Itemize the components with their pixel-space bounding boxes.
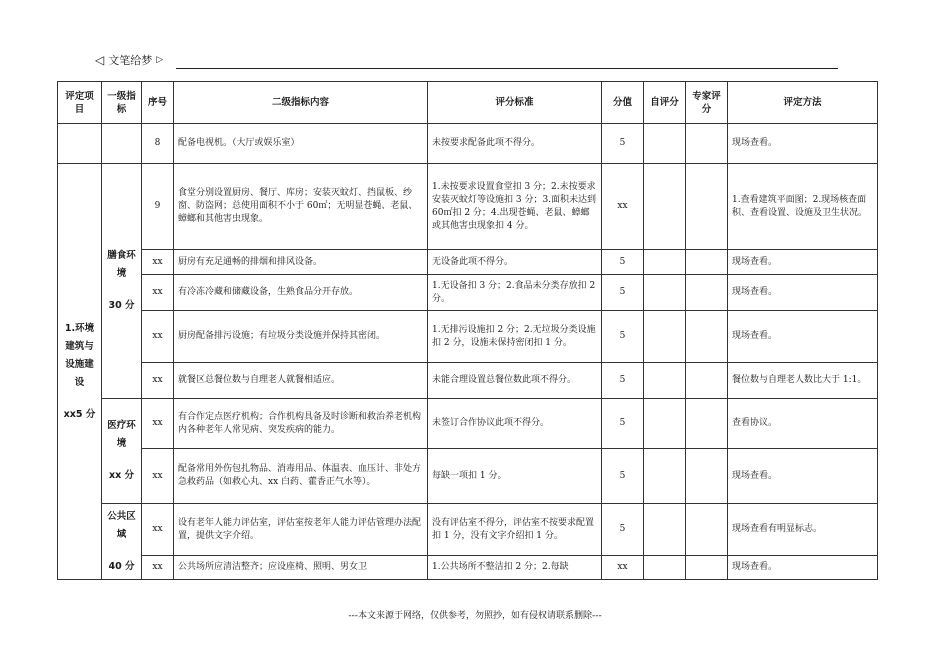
group-score: 40 分 [108, 560, 135, 572]
row-number: xx [142, 449, 174, 504]
group-name: 公共区域 [107, 510, 136, 540]
table-row [58, 250, 878, 275]
row-criteria: 1.公共场所不整洁扣 2 分；2.每缺 [428, 556, 602, 580]
self-score-cell [644, 556, 686, 580]
row-score: 5 [602, 449, 644, 504]
row-criteria: 未签订合作协议此项不得分。 [428, 399, 602, 449]
row-number: 8 [142, 124, 174, 164]
row-content: 配备电视机。（大厅或娱乐室） [174, 124, 428, 164]
row-method: 现场查看。 [728, 124, 878, 164]
row-method: 现场查看。 [728, 250, 878, 275]
triangle-right-icon: ▷ [156, 55, 164, 65]
expert-score-cell [686, 449, 728, 504]
row-method: 现场查看。 [728, 275, 878, 311]
group-cell [102, 399, 142, 504]
table-row [58, 164, 878, 250]
row-method: 现场查看有明显标志。 [728, 504, 878, 556]
row-criteria: 未按要求配备此项不得分。 [428, 124, 602, 164]
row-criteria: 未能合理设置总餐位数此项不得分。 [428, 363, 602, 399]
col-header: 二级指标内容 [174, 82, 428, 124]
table-row [58, 556, 878, 580]
row-score: 5 [602, 275, 644, 311]
section-name: 1.环境建筑与设施建设 [64, 322, 95, 388]
expert-score-cell [686, 124, 728, 164]
header-row [58, 82, 878, 124]
row-score: 5 [602, 124, 644, 164]
row-criteria: 每缺一项扣 1 分。 [428, 449, 602, 504]
expert-score-cell [686, 399, 728, 449]
table-row [58, 311, 878, 363]
expert-score-cell [686, 556, 728, 580]
row-number: xx [142, 250, 174, 275]
self-score-cell [644, 250, 686, 275]
row-criteria: 1.未按要求设置食堂扣 3 分；2.未按要求安装灭蚊灯等设施扣 3 分；3.面积未达到 60㎡扣 2 分；4.出现苍蝇、老鼠、蟑螂或其他害虫现象扣 4 分。 [428, 164, 602, 250]
row-score: xx [602, 164, 644, 250]
self-score-cell [644, 504, 686, 556]
expert-score-cell [686, 275, 728, 311]
header-rule [176, 68, 838, 69]
row-content: 食堂分别设置厨房、餐厅、库房；安装灭蚊灯、挡鼠板、纱窗、防盗网；总使用面积不小于 60㎡；无明显苍蝇、老鼠、蟑螂和其他害虫现象。 [174, 164, 428, 250]
table-row [58, 363, 878, 399]
row-method: 现场查看。 [728, 311, 878, 363]
row-content: 有合作定点医疗机构；合作机构具备及时诊断和救治养老机构内各种老年人常见病、突发疾病的能力。 [174, 399, 428, 449]
expert-score-cell [686, 250, 728, 275]
table-row [58, 449, 878, 504]
row-method: 1.查看建筑平面图；2.现场核查面积、查看设置、设施及卫生状况。 [728, 164, 878, 250]
row-score: 5 [602, 311, 644, 363]
row-criteria: 无设备此项不得分。 [428, 250, 602, 275]
triangle-left-icon: ◁ [95, 53, 105, 67]
row-content: 就餐区总餐位数与自理老人就餐相适应。 [174, 363, 428, 399]
row-number: xx [142, 504, 174, 556]
group-score: xx 分 [108, 470, 135, 481]
row-score: 5 [602, 504, 644, 556]
row-number: xx [142, 363, 174, 399]
row-score: 5 [602, 399, 644, 449]
row-score: 5 [602, 250, 644, 275]
col-header: 分值 [602, 82, 644, 124]
group-name: 膳食环境 [107, 250, 136, 279]
self-score-cell [644, 311, 686, 363]
row-method: 现场查看。 [728, 556, 878, 580]
row-criteria: 1.无排污设施扣 2 分；2.无垃圾分类设施扣 2 分，设施未保持密闭扣 1 分。 [428, 311, 602, 363]
table-row [58, 124, 878, 164]
row-content: 配备常用外伤包扎物品、消毒用品、体温表、血压计、非处方急救药品（如救心丸、xx 白药、藿香正气水等）。 [174, 449, 428, 504]
table-row [58, 504, 878, 556]
section-cell [58, 164, 102, 580]
col-header: 专家评分 [686, 82, 728, 124]
expert-score-cell [686, 504, 728, 556]
row-criteria: 没有评估室不得分，评估室不按要求配置扣 1 分，没有文字介绍扣 1 分。 [428, 504, 602, 556]
expert-score-cell [686, 164, 728, 250]
footer-disclaimer: ---本文来源于网络，仅供参考，勿照抄，如有侵权请联系删除--- [348, 611, 602, 621]
self-score-cell [644, 363, 686, 399]
row-number: xx [142, 311, 174, 363]
row-number: xx [142, 399, 174, 449]
section-score: xx5 分 [63, 408, 96, 420]
header-title: 文笔给梦 [108, 54, 153, 67]
table-row [58, 399, 878, 449]
col-header: 评分标准 [428, 82, 602, 124]
row-method: 查看协议。 [728, 399, 878, 449]
row-score: xx [602, 556, 644, 580]
table-row [58, 275, 878, 311]
row-criteria: 1.无设备扣 3 分；2.食品未分类存放扣 2 分。 [428, 275, 602, 311]
row-content: 设有老年人能力评估室，评估室按老年人能力评估管理办法配置，提供文字介绍。 [174, 504, 428, 556]
group-score: 30 分 [108, 300, 135, 311]
row-content: 厨房有充足通畅的排烟和排风设备。 [174, 250, 428, 275]
col-header: 序号 [142, 82, 174, 124]
self-score-cell [644, 449, 686, 504]
row-number: 9 [142, 164, 174, 250]
self-score-cell [644, 124, 686, 164]
document-header [95, 52, 163, 68]
row-content: 厨房配备排污设施；有垃圾分类设施并保持其密闭。 [174, 311, 428, 363]
row-number: xx [142, 275, 174, 311]
col-header: 评定项目 [58, 82, 102, 124]
group-cell [102, 504, 142, 580]
row-method: 现场查看。 [728, 449, 878, 504]
empty-cell [58, 124, 102, 164]
row-score: 5 [602, 363, 644, 399]
col-header: 评定方法 [728, 82, 878, 124]
row-number: xx [142, 556, 174, 580]
row-content: 有冷冻冷藏和储藏设备，生熟食品分开存放。 [174, 275, 428, 311]
group-cell [102, 164, 142, 399]
expert-score-cell [686, 363, 728, 399]
expert-score-cell [686, 311, 728, 363]
col-header: 自评分 [644, 82, 686, 124]
evaluation-table [57, 81, 878, 580]
row-content: 公共场所应清洁整齐；应设座椅、照明、男女卫 [174, 556, 428, 580]
empty-cell [102, 124, 142, 164]
self-score-cell [644, 399, 686, 449]
self-score-cell [644, 275, 686, 311]
row-method: 餐位数与自理老人数比大于 1:1。 [728, 363, 878, 399]
group-name: 医疗环境 [107, 420, 136, 449]
col-header: 一级指标 [102, 82, 142, 124]
self-score-cell [644, 164, 686, 250]
